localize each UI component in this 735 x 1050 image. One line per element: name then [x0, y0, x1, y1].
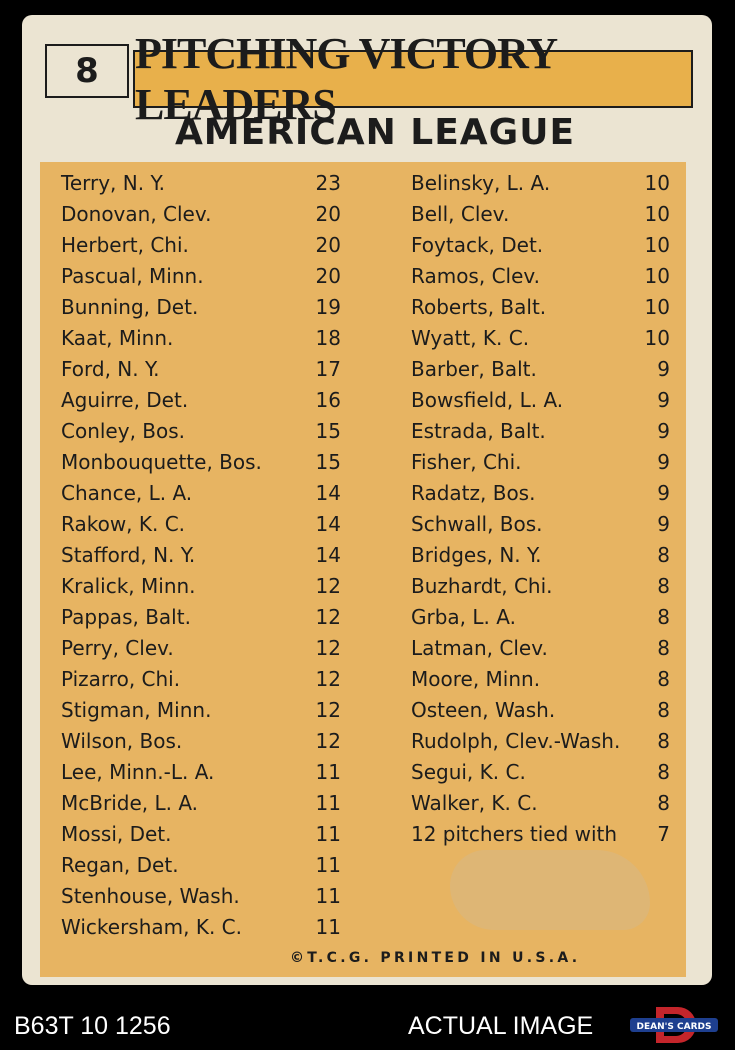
- win-count: 23: [315, 171, 341, 195]
- pitcher-name: Osteen, Wash.: [411, 698, 556, 722]
- pitcher-name: Regan, Det.: [61, 853, 179, 877]
- wear-stain: [450, 850, 650, 930]
- pitcher-name: Belinsky, L. A.: [411, 171, 551, 195]
- win-count: 12: [315, 698, 341, 722]
- pitcher-name: Rakow, K. C.: [61, 512, 186, 536]
- pitcher-name: Aguirre, Det.: [61, 388, 189, 412]
- inventory-code: B63T 10 1256: [14, 1012, 171, 1040]
- win-count: 11: [315, 884, 341, 908]
- pitcher-name: Conley, Bos.: [61, 419, 186, 443]
- leader-row: [55, 726, 345, 757]
- leader-row: [405, 385, 670, 416]
- pitcher-name: Pascual, Minn.: [61, 264, 204, 288]
- pitcher-name: Walker, K. C.: [411, 791, 538, 815]
- win-count: 11: [315, 853, 341, 877]
- pitcher-name: Estrada, Balt.: [411, 419, 546, 443]
- win-count: 10: [644, 233, 670, 257]
- win-count: 8: [657, 574, 670, 598]
- win-count: 12: [315, 605, 341, 629]
- pitcher-name: Lee, Minn.-L. A.: [61, 760, 215, 784]
- leader-row: [405, 199, 670, 230]
- pitcher-name: Foytack, Det.: [411, 233, 544, 257]
- win-count: 14: [315, 512, 341, 536]
- leader-row: [55, 788, 345, 819]
- pitcher-name: Stenhouse, Wash.: [61, 884, 240, 908]
- left-leaders-column: [55, 168, 345, 943]
- pitcher-name: Wickersham, K. C.: [61, 915, 242, 939]
- pitcher-name: Rudolph, Clev.-Wash.: [411, 729, 621, 753]
- leader-row: [55, 509, 345, 540]
- win-count: 8: [657, 791, 670, 815]
- leader-row: [405, 726, 670, 757]
- win-count: 8: [657, 636, 670, 660]
- win-count: 9: [657, 419, 670, 443]
- win-count: 12: [315, 636, 341, 660]
- pitcher-name: Ramos, Clev.: [411, 264, 541, 288]
- leader-row: [55, 199, 345, 230]
- win-count: 17: [315, 357, 341, 381]
- leader-row: [55, 881, 345, 912]
- win-count: 10: [644, 171, 670, 195]
- win-count: 14: [315, 543, 341, 567]
- leader-row: [55, 695, 345, 726]
- leader-row: [55, 478, 345, 509]
- win-count: 8: [657, 698, 670, 722]
- win-count: 9: [657, 450, 670, 474]
- leader-row: [55, 261, 345, 292]
- leader-row: [55, 354, 345, 385]
- win-count: 11: [315, 791, 341, 815]
- win-count: 10: [644, 295, 670, 319]
- leader-row: [405, 664, 670, 695]
- leader-row: [405, 788, 670, 819]
- win-count: 11: [315, 915, 341, 939]
- win-count: 9: [657, 481, 670, 505]
- leader-row: [405, 261, 670, 292]
- pitcher-name: Fisher, Chi.: [411, 450, 522, 474]
- pitcher-name: Chance, L. A.: [61, 481, 193, 505]
- win-count: 12: [315, 667, 341, 691]
- pitcher-name: 12 pitchers tied with: [411, 822, 618, 846]
- pitcher-name: Barber, Balt.: [411, 357, 537, 381]
- pitcher-name: Monbouquette, Bos.: [61, 450, 262, 474]
- win-count: 16: [315, 388, 341, 412]
- pitcher-name: Stigman, Minn.: [61, 698, 212, 722]
- pitcher-name: Mossi, Det.: [61, 822, 172, 846]
- pitcher-name: Schwall, Bos.: [411, 512, 543, 536]
- pitcher-name: Bunning, Det.: [61, 295, 199, 319]
- win-count: 9: [657, 357, 670, 381]
- leader-row: [55, 292, 345, 323]
- leader-row: [405, 416, 670, 447]
- leader-row: [405, 633, 670, 664]
- leader-row: [405, 292, 670, 323]
- win-count: 11: [315, 822, 341, 846]
- pitcher-name: Moore, Minn.: [411, 667, 541, 691]
- leader-row: [55, 664, 345, 695]
- win-count: 10: [644, 202, 670, 226]
- pitcher-name: Radatz, Bos.: [411, 481, 536, 505]
- leader-row: [405, 323, 670, 354]
- win-count: 20: [315, 264, 341, 288]
- league-heading: AMERICAN LEAGUE: [174, 112, 576, 153]
- pitcher-name: Wyatt, K. C.: [411, 326, 530, 350]
- win-count: 12: [315, 729, 341, 753]
- leader-row: [55, 230, 345, 261]
- pitcher-name: Grba, L. A.: [411, 605, 516, 629]
- leader-row: [405, 602, 670, 633]
- pitcher-name: Bowsfield, L. A.: [411, 388, 564, 412]
- deans-cards-logo: [628, 1005, 720, 1045]
- pitcher-name: McBride, L. A.: [61, 791, 199, 815]
- win-count: 15: [315, 450, 341, 474]
- win-count: 9: [657, 388, 670, 412]
- pitcher-name: Ford, N. Y.: [61, 357, 160, 381]
- card-number: 8: [45, 44, 129, 98]
- leader-row: [55, 540, 345, 571]
- leader-row: [55, 323, 345, 354]
- win-count: 14: [315, 481, 341, 505]
- leader-row: [55, 447, 345, 478]
- pitcher-name: Perry, Clev.: [61, 636, 174, 660]
- leader-row: [405, 509, 670, 540]
- win-count: 9: [657, 512, 670, 536]
- leader-row: [405, 695, 670, 726]
- leader-row: [405, 540, 670, 571]
- leader-row: [405, 447, 670, 478]
- win-count: 8: [657, 729, 670, 753]
- leader-row: [55, 850, 345, 881]
- leader-row: [405, 571, 670, 602]
- pitcher-name: Pappas, Balt.: [61, 605, 191, 629]
- pitcher-name: Stafford, N. Y.: [61, 543, 196, 567]
- win-count: 8: [657, 605, 670, 629]
- win-count: 10: [644, 264, 670, 288]
- leader-row: [405, 819, 670, 850]
- pitcher-name: Bell, Clev.: [411, 202, 510, 226]
- leader-row: [55, 633, 345, 664]
- pitcher-name: Terry, N. Y.: [61, 171, 165, 195]
- pitcher-name: Pizarro, Chi.: [61, 667, 181, 691]
- leader-row: [405, 757, 670, 788]
- pitcher-name: Donovan, Clev.: [61, 202, 212, 226]
- copyright-line: ©T.C.G. PRINTED IN U.S.A.: [290, 950, 581, 966]
- pitcher-name: Herbert, Chi.: [61, 233, 189, 257]
- leader-row: [55, 757, 345, 788]
- leader-row: [405, 230, 670, 261]
- pitcher-name: Kaat, Minn.: [61, 326, 174, 350]
- leader-row: [55, 819, 345, 850]
- leader-row: [55, 571, 345, 602]
- pitcher-name: Bridges, N. Y.: [411, 543, 542, 567]
- leader-row: [55, 385, 345, 416]
- pitcher-name: Kralick, Minn.: [61, 574, 196, 598]
- leader-row: [405, 478, 670, 509]
- win-count: 12: [315, 574, 341, 598]
- win-count: 18: [315, 326, 341, 350]
- pitcher-name: Buzhardt, Chi.: [411, 574, 553, 598]
- leader-row: [55, 168, 345, 199]
- logo-text: DEAN'S CARDS: [636, 1022, 712, 1032]
- leader-row: [55, 912, 345, 943]
- leader-row: [55, 416, 345, 447]
- win-count: 20: [315, 233, 341, 257]
- leader-row: [405, 168, 670, 199]
- win-count: 15: [315, 419, 341, 443]
- leader-row: [405, 354, 670, 385]
- win-count: 20: [315, 202, 341, 226]
- win-count: 19: [315, 295, 341, 319]
- win-count: 11: [315, 760, 341, 784]
- win-count: 8: [657, 543, 670, 567]
- pitcher-name: Roberts, Balt.: [411, 295, 547, 319]
- actual-image-label: ACTUAL IMAGE: [408, 1012, 594, 1040]
- win-count: 7: [657, 822, 670, 846]
- pitcher-name: Segui, K. C.: [411, 760, 526, 784]
- win-count: 10: [644, 326, 670, 350]
- card-title: PITCHING VICTORY LEADERS: [133, 50, 693, 108]
- pitcher-name: Latman, Clev.: [411, 636, 548, 660]
- win-count: 8: [657, 760, 670, 784]
- win-count: 8: [657, 667, 670, 691]
- pitcher-name: Wilson, Bos.: [61, 729, 183, 753]
- right-leaders-column: [405, 168, 670, 850]
- leader-row: [55, 602, 345, 633]
